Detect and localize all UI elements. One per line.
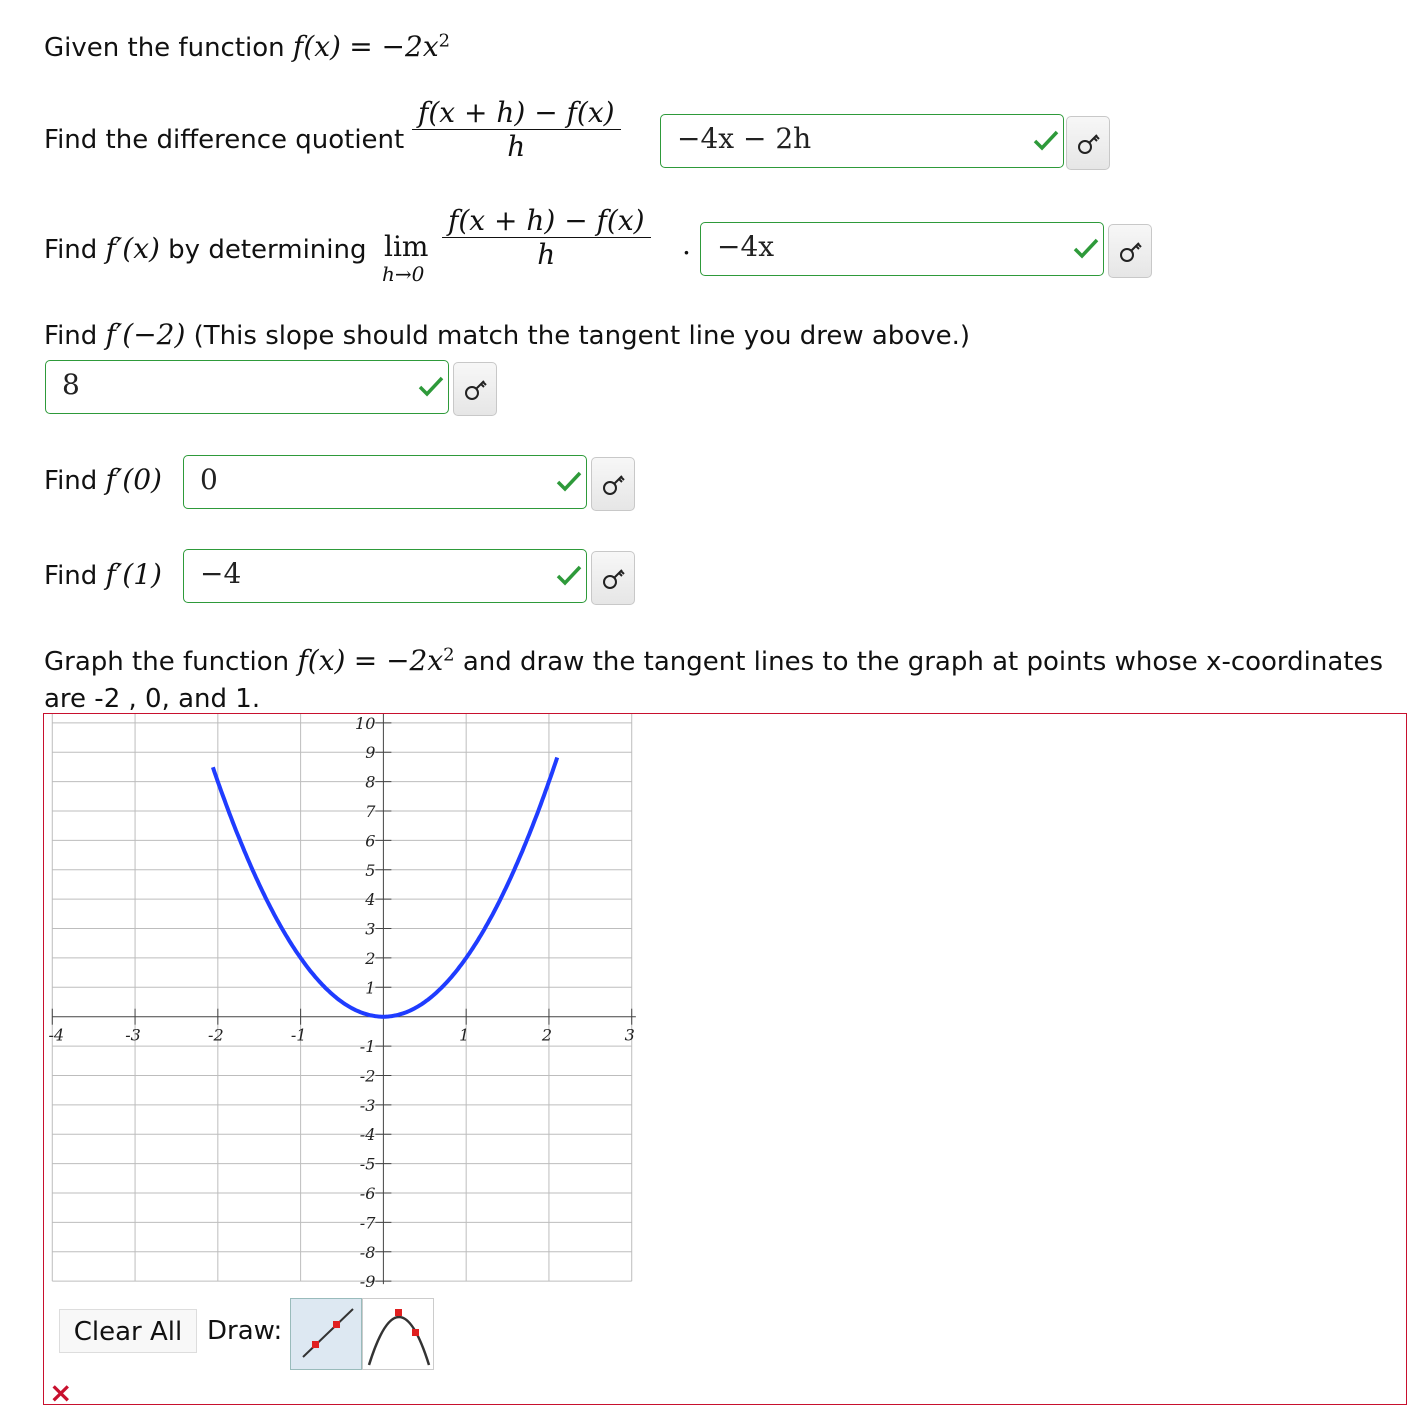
key-icon <box>1118 239 1144 265</box>
q5-answer-value: −4 <box>200 557 242 590</box>
y-tick-label: -6 <box>359 1184 376 1204</box>
q2-fprime: f′(x) <box>105 232 160 265</box>
q1-label: Find the difference quotient <box>44 125 405 155</box>
key-button[interactable] <box>591 551 635 605</box>
draw-label: Draw: <box>207 1316 283 1346</box>
graph-prompt-eq: = −2x <box>353 644 444 677</box>
parabola-curve <box>213 758 557 1017</box>
x-tick-label: -3 <box>125 1025 141 1045</box>
q2-text-b: by determining <box>168 235 367 265</box>
q3-fprime: f′(−2) <box>105 318 186 351</box>
q2-answer-value: −4x <box>717 230 775 263</box>
graph-prompt-prefix: Graph the function <box>44 647 290 677</box>
q2-text-a: Find <box>44 235 98 265</box>
q2-lim: lim <box>384 230 429 263</box>
q1-numerator: f(x + h) − f(x) <box>412 96 621 130</box>
check-icon <box>556 470 582 492</box>
parabola-tool-button[interactable] <box>362 1298 434 1370</box>
graph-prompt-line1 <box>44 644 1383 677</box>
q2-period: . <box>682 228 691 261</box>
graph-prompt-fx: f(x) <box>297 644 346 677</box>
q5-answer-input[interactable] <box>183 549 587 603</box>
q2-fraction <box>442 204 651 271</box>
q2-answer-input[interactable] <box>700 222 1104 276</box>
q5-line <box>44 558 162 591</box>
graph-canvas[interactable] <box>44 714 640 1290</box>
y-tick-label: 8 <box>365 772 376 792</box>
q3-answer-value: 8 <box>62 368 80 401</box>
y-tick-label: -2 <box>359 1066 376 1086</box>
y-tick-label: 1 <box>365 978 376 998</box>
y-tick-label: -7 <box>359 1213 376 1233</box>
line-tool-icon <box>291 1299 363 1371</box>
q5-text-a: Find <box>44 561 98 591</box>
q4-fprime: f′(0) <box>105 463 162 496</box>
y-tick-label: -9 <box>359 1272 376 1290</box>
key-icon <box>463 377 489 403</box>
graph-prompt-line2: are -2 , 0, and 1. <box>44 684 261 714</box>
key-icon <box>601 566 627 592</box>
q3-text-a: Find <box>44 321 98 351</box>
intro-exp: 2 <box>438 30 451 52</box>
y-tick-label: 4 <box>365 890 376 910</box>
y-tick-label: -1 <box>359 1037 376 1057</box>
q2-numerator: f(x + h) − f(x) <box>442 204 651 238</box>
y-tick-label: 9 <box>365 743 376 763</box>
intro-fx: f(x) <box>292 30 341 63</box>
q4-text-a: Find <box>44 466 98 496</box>
q3-text-b: (This slope should match the tangent line you drew above.) <box>193 321 971 351</box>
y-tick-label: -4 <box>359 1125 376 1145</box>
error-x-icon: × <box>49 1376 73 1409</box>
y-tick-label: 3 <box>365 919 376 939</box>
intro-line <box>44 30 450 63</box>
q2-denominator: h <box>537 238 556 271</box>
q1-answer-input[interactable] <box>660 114 1064 168</box>
q1-denominator: h <box>507 130 526 163</box>
q1-answer-value: −4x − 2h <box>677 122 812 155</box>
graph-prompt-exp: 2 <box>443 644 455 666</box>
check-icon <box>1033 129 1059 151</box>
x-tick-label: 3 <box>624 1025 635 1045</box>
x-tick-label: -2 <box>208 1025 224 1045</box>
q3-line <box>44 318 970 351</box>
q4-answer-input[interactable] <box>183 455 587 509</box>
x-tick-label: 2 <box>541 1025 553 1045</box>
check-icon <box>1073 237 1099 259</box>
x-tick-label: -4 <box>48 1025 65 1045</box>
key-icon <box>1076 131 1102 157</box>
q2-lim-sub: h→0 <box>382 262 425 286</box>
key-button[interactable] <box>453 362 497 416</box>
graph-prompt-suffix: and draw the tangent lines to the graph at points whose x-coordinates <box>462 647 1384 677</box>
check-icon <box>556 564 582 586</box>
y-tick-label: 2 <box>365 948 376 968</box>
line-tool-button[interactable] <box>290 1298 362 1370</box>
clear-all-button[interactable]: Clear All <box>59 1309 197 1353</box>
q3-answer-input[interactable] <box>45 360 449 414</box>
intro-eq: = −2x <box>349 30 439 63</box>
y-tick-label: -3 <box>359 1095 376 1115</box>
x-tick-label: -1 <box>290 1025 307 1045</box>
key-button[interactable] <box>591 457 635 511</box>
parabola-tool-icon <box>363 1299 435 1371</box>
y-tick-label: 7 <box>365 801 376 821</box>
q5-fprime: f′(1) <box>105 558 162 591</box>
key-button[interactable] <box>1108 224 1152 278</box>
x-tick-label: 1 <box>459 1025 470 1045</box>
y-tick-label: 6 <box>365 831 376 851</box>
q4-line <box>44 463 162 496</box>
q2-line <box>44 232 367 265</box>
key-button[interactable] <box>1066 116 1110 170</box>
check-icon <box>418 375 444 397</box>
intro-text: Given the function <box>44 33 285 63</box>
key-icon <box>601 472 627 498</box>
q4-answer-value: 0 <box>200 463 218 496</box>
y-tick-label: 10 <box>355 714 376 733</box>
y-tick-label: -8 <box>359 1242 376 1262</box>
y-tick-label: 5 <box>365 860 376 880</box>
y-tick-label: -5 <box>359 1154 376 1174</box>
q1-fraction <box>412 96 621 163</box>
